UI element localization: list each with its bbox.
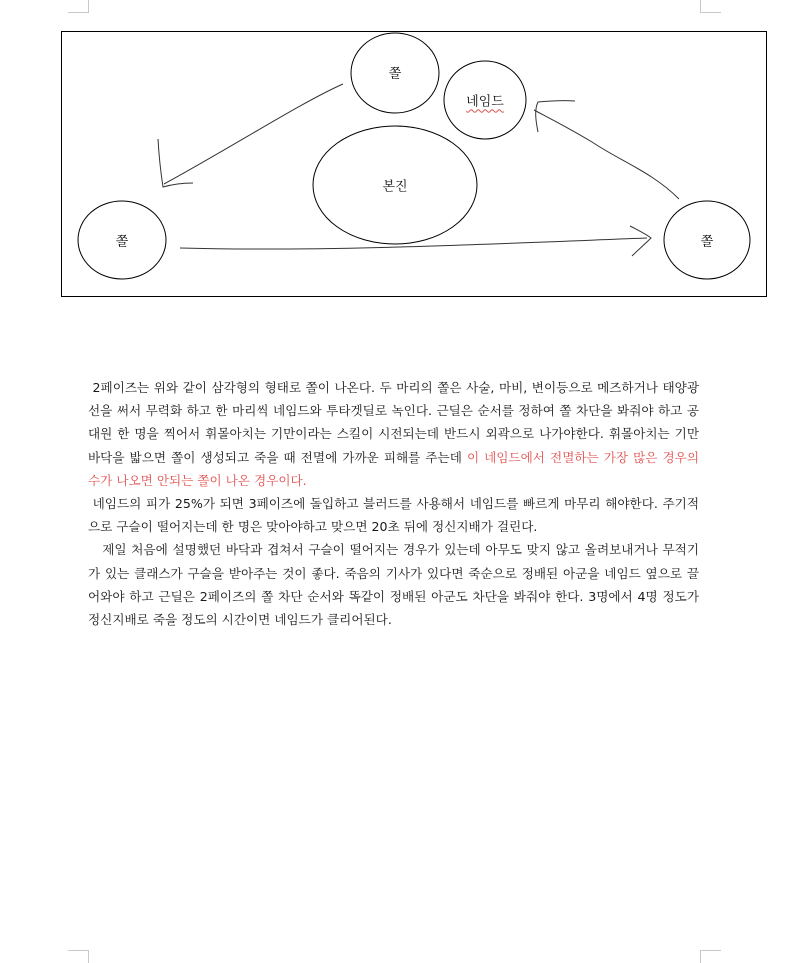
arrowhead-left-to-right	[630, 226, 651, 256]
node-label-right: 쫄	[700, 234, 714, 250]
arrowhead-right-to-nade	[536, 101, 575, 132]
positioning-diagram	[61, 31, 767, 297]
page-corner-mark-top-left	[68, 0, 89, 13]
node-label-top-center: 쫄	[388, 66, 402, 82]
page-corner-mark-bottom-right	[700, 950, 721, 963]
arrow-left-to-right	[180, 238, 647, 249]
diagram-drawing	[62, 32, 768, 298]
page-corner-mark-bottom-left	[68, 950, 89, 963]
page-corner-mark-top-right	[700, 0, 721, 13]
paragraph-phase-two-text: 2페이즈는 위와 같이 삼각형의 형태로 쫄이 나온다. 두 마리의 쫄은 사술, 마비, 변이등으로 메즈하거나 태양광선을 써서 무력화 하고 한 마리씩 네임드와 투타겟딜로 녹인다. 근딜은 순서를 정하여 쫄 차단을 봐줘야 하고 공대원 한 명을 찍어서 휘몰아치는 기만이라는 스킬이 시전되는데 반드시 외곽으로 나가야한다. 휘몰아치는 기만 바닥을 밟으면 쫄이 생성되고 죽을 때 전멸에 가까운 피해를 주는데	[88, 380, 699, 465]
paragraph-phase-three-text: 네임드의 피가 25%가 되면 3페이즈에 돌입하고 블러드를 사용해서 네임드를 빠르게 마무리 해야한다. 주기적으로 구슬이 떨어지는데 한 명은 맞아야하고 맞으면 20초 뒤에 정신지배가 걸린다.	[88, 496, 699, 535]
node-label-nade: 네임드	[466, 94, 504, 110]
document-body	[88, 376, 699, 631]
node-label-main: 본진	[382, 179, 408, 195]
paragraph-mind-control-text: 제일 처음에 설명했던 바닥과 겹쳐서 구슬이 떨어지는 경우가 있는데 아무도 맞지 않고 올려보내거나 무적기가 있는 클래스가 구슬을 받아주는 것이 좋다. 죽음의 기사가 있다면 죽순으로 정배된 아군을 네임드 옆으로 끌어와야 하고 근딜은 2페이즈의 쫄 차단 순서와 똑같이 정배된 아군도 차단을 봐줘야 한다. 3명에서 4명 정도가 정신지배로 죽을 정도의 시간이면 네임드가 클리어된다.	[88, 542, 699, 628]
arrow-right-to-nade	[534, 110, 679, 199]
paragraph-phase-two-warning: 이 네임드에서 전멸하는 가장 많은 경우의 수가 나오면 안되는 쫄이 나온 경우이다.	[88, 449, 699, 488]
paragraph-phase-three	[88, 492, 699, 538]
paragraph-phase-two	[88, 376, 699, 492]
arrowhead-top-to-left	[158, 139, 193, 187]
node-label-left: 쫄	[115, 234, 129, 250]
paragraph-mind-control	[88, 538, 699, 631]
